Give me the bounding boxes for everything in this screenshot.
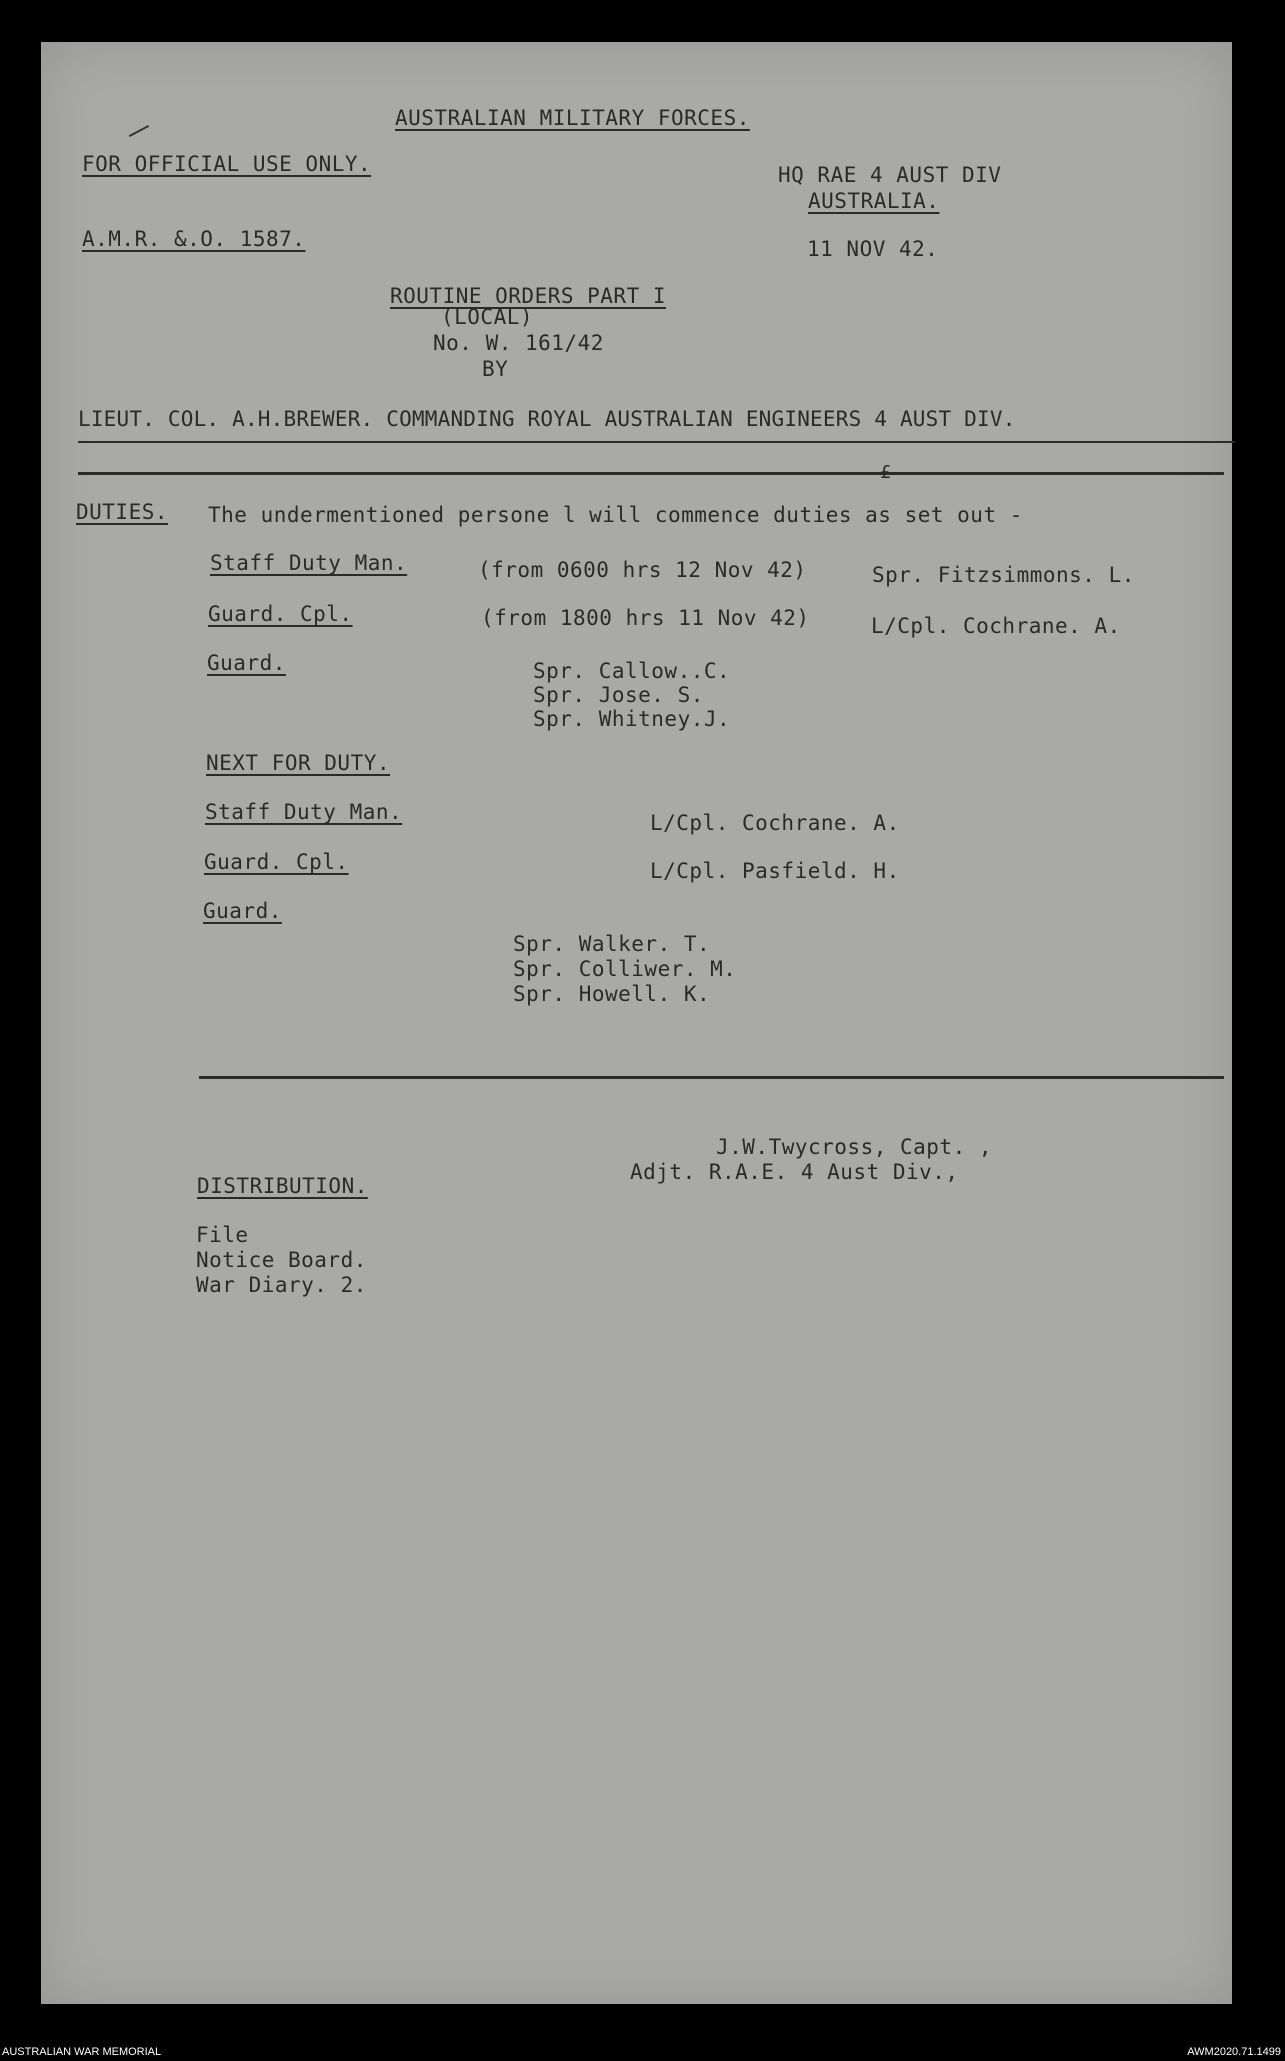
next-guard-member: Spr. Howell. K. [513, 982, 711, 1006]
duty-time: (from 0600 hrs 12 Nov 42) [478, 558, 807, 582]
guard-member: Spr. Whitney.J. [533, 707, 731, 731]
hq-line-1: HQ RAE 4 AUST DIV [778, 163, 1002, 187]
distribution-heading: DISTRIBUTION. [197, 1174, 368, 1198]
duties-heading: DUTIES. [76, 500, 169, 524]
next-guard-member: Spr. Colliwer. M. [513, 957, 737, 981]
margin-symbol: £ [880, 462, 892, 483]
document-title: AUSTRALIAN MILITARY FORCES. [395, 106, 750, 130]
orders-title: ROUTINE ORDERS PART I [390, 284, 667, 308]
hq-line-2: AUSTRALIA. [808, 189, 940, 213]
footer-archive: AUSTRALIAN WAR MEMORIAL [2, 2046, 162, 2058]
signatory-title: Adjt. R.A.E. 4 Aust Div., [630, 1160, 959, 1184]
duty-role: Guard. Cpl. [208, 602, 353, 626]
guard-member: Spr. Callow..C. [533, 659, 731, 683]
divider-bottom [199, 1076, 1224, 1079]
divider-double [78, 472, 1224, 475]
duty-time: (from 1800 hrs 11 Nov 42) [481, 606, 810, 630]
orders-number: No. W. 161/42 [433, 331, 604, 355]
reference-number: A.M.R. &.O. 1587. [82, 227, 306, 251]
footer-reference: AWM2020.71.1499 [1187, 2046, 1281, 2058]
duty-person: L/Cpl. Cochrane. A. [871, 614, 1121, 638]
divider-top [78, 441, 1235, 443]
next-duty-heading: NEXT FOR DUTY. [206, 751, 391, 775]
signatory-name: J.W.Twycross, Capt. , [716, 1135, 993, 1159]
orders-local: (LOCAL) [441, 305, 534, 329]
orders-by: BY [482, 357, 509, 381]
guard-member: Spr. Jose. S. [533, 683, 704, 707]
next-guard-member: Spr. Walker. T. [513, 932, 711, 956]
next-duty-person: L/Cpl. Pasfield. H. [650, 859, 900, 883]
duty-person: Spr. Fitzsimmons. L. [872, 563, 1135, 587]
document-page [41, 42, 1232, 2004]
commanding-officer: LIEUT. COL. A.H.BREWER. COMMANDING ROYAL AUSTRALIAN ENGINEERS 4 AUST DIV. [78, 407, 1016, 431]
duty-role: Staff Duty Man. [210, 551, 408, 575]
next-duty-role: Staff Duty Man. [205, 800, 403, 824]
classification: FOR OFFICIAL USE ONLY. [82, 152, 372, 176]
duties-intro: The undermentioned persone l will commence duties as set out - [208, 503, 1023, 527]
guard-label: Guard. [207, 651, 286, 675]
distribution-item: Notice Board. [196, 1248, 367, 1272]
distribution-item: File [196, 1223, 249, 1247]
document-date: 11 NOV 42. [807, 237, 939, 261]
next-duty-role: Guard. Cpl. [204, 850, 349, 874]
distribution-item: War Diary. 2. [196, 1273, 367, 1297]
next-duty-person: L/Cpl. Cochrane. A. [650, 811, 900, 835]
next-guard-label: Guard. [203, 899, 282, 923]
